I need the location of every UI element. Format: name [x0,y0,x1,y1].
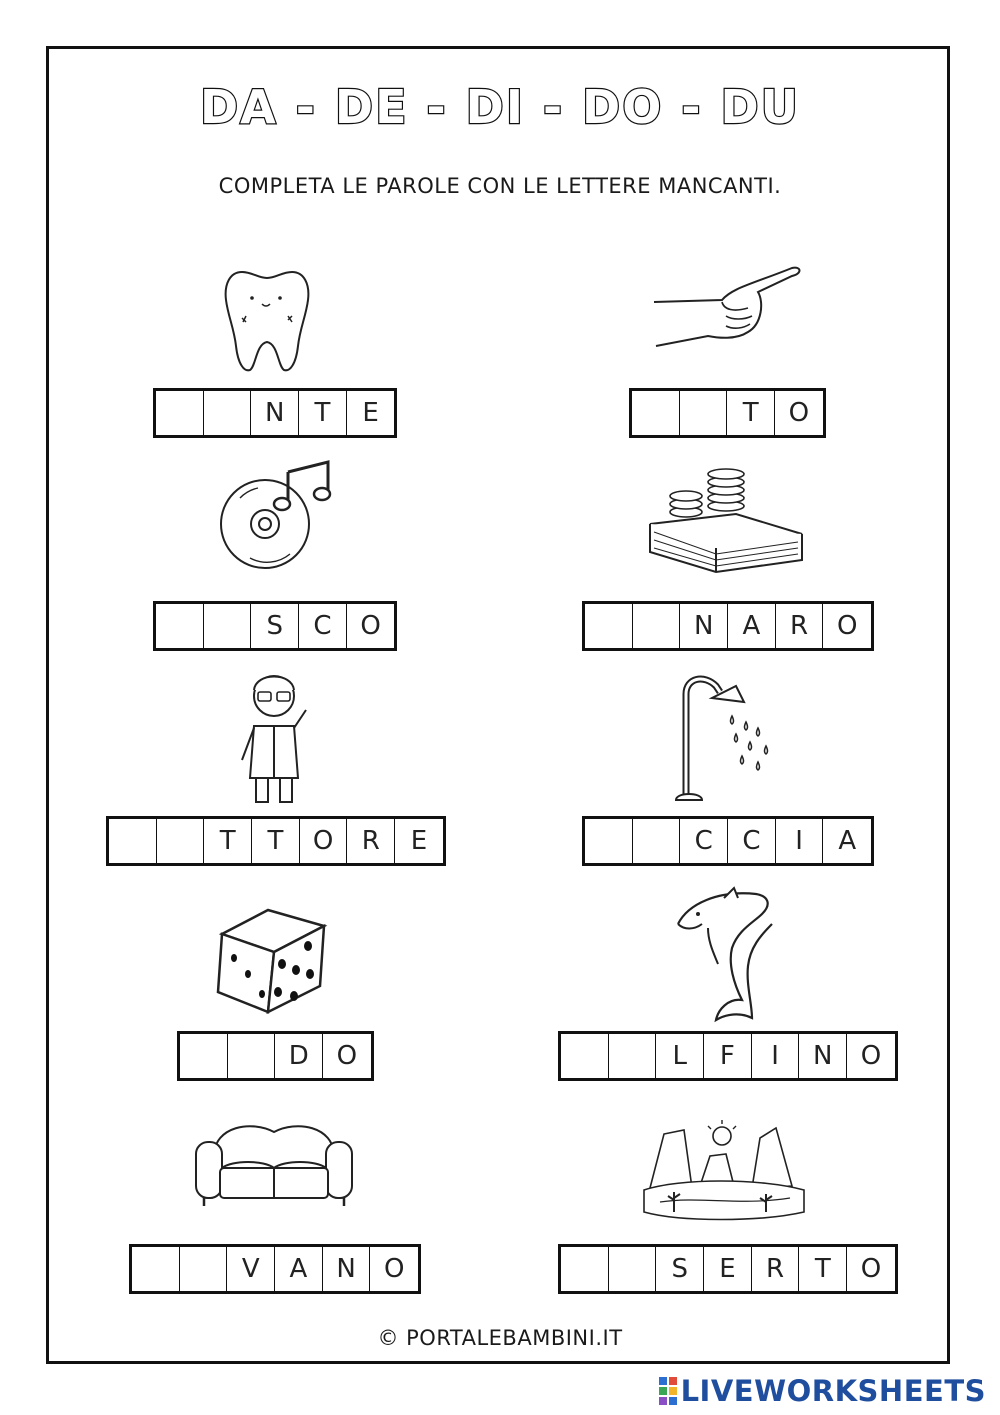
blank-letter-cell[interactable] [561,1247,609,1291]
letter-cell: O [837,611,858,641]
word-box-6 [582,816,874,866]
blank-letter-cell[interactable] [180,1247,228,1291]
tooth-icon [222,266,312,376]
dice-icon [212,906,328,1014]
word-box-10 [558,1244,898,1294]
shower-icon [674,672,784,802]
blank-letter-cell[interactable] [609,1034,657,1078]
letter-cell: C [728,819,776,863]
blank-letter-cell[interactable] [585,819,633,863]
letter-cell: O [336,1041,358,1071]
blank-letter-cell[interactable] [609,1247,657,1291]
word-box-8 [558,1031,898,1081]
sofa-icon [192,1116,356,1208]
desert-icon [640,1116,808,1224]
money-stack-icon [646,462,806,574]
word-box-7 [177,1031,374,1081]
word-box-1 [153,388,397,438]
blank-letter-cell[interactable] [204,604,252,648]
letter-cell: A [728,604,776,648]
brand-logo[interactable] [659,1374,986,1408]
word-box-4 [582,601,874,651]
letter-cell: T [299,391,347,435]
letter-cell: O [788,398,810,428]
letter-cell: N [799,1034,847,1078]
letter-cell: E [362,398,379,428]
word-box-3 [153,601,397,651]
blank-letter-cell[interactable] [228,1034,276,1078]
letter-cell: O [860,1041,882,1071]
blank-letter-cell[interactable] [680,391,728,435]
blank-letter-cell[interactable] [157,819,205,863]
page-title: DA - DE - DI - DO - DU [200,80,800,134]
blank-letter-cell[interactable] [156,391,204,435]
word-box-9 [129,1244,421,1294]
worksheet-border [46,46,950,1364]
letter-cell: S [656,1247,704,1291]
letter-cell: L [656,1034,704,1078]
letter-cell: I [752,1034,800,1078]
letter-cell: I [776,819,824,863]
letter-cell: T [252,819,300,863]
letter-cell: R [752,1247,800,1291]
blank-letter-cell[interactable] [180,1034,228,1078]
letter-cell: T [799,1247,847,1291]
blank-letter-cell[interactable] [632,391,680,435]
footer-copyright: © PORTALEBAMBINI.IT [377,1326,623,1350]
blank-letter-cell[interactable] [156,604,204,648]
letter-cell: T [204,819,252,863]
blank-letter-cell[interactable] [132,1247,180,1291]
letter-cell: O [384,1254,405,1284]
letter-cell: D [275,1034,323,1078]
blank-letter-cell[interactable] [561,1034,609,1078]
letter-cell: O [300,819,348,863]
letter-cell: C [299,604,347,648]
letter-cell: C [680,819,728,863]
letter-cell: E [410,826,428,856]
blank-letter-cell[interactable] [633,604,681,648]
letter-cell: E [704,1247,752,1291]
letter-cell: N [251,391,299,435]
letter-cell: N [323,1247,371,1291]
letter-cell: O [360,611,381,641]
letter-cell: V [227,1247,275,1291]
music-disc-icon [210,458,340,578]
letter-cell: O [860,1254,882,1284]
blank-letter-cell[interactable] [585,604,633,648]
letter-cell: R [776,604,824,648]
blank-letter-cell[interactable] [109,819,157,863]
word-box-2 [629,388,826,438]
blank-letter-cell[interactable] [204,391,252,435]
liveworksheets-logo-icon [659,1377,677,1405]
pointing-finger-icon [652,262,802,352]
letter-cell: A [838,826,857,856]
dolphin-icon [668,884,778,1024]
doctor-icon [236,668,316,808]
letter-cell: F [704,1034,752,1078]
word-box-5 [106,816,446,866]
letter-cell: R [347,819,395,863]
letter-cell: N [680,604,728,648]
instruction-text: COMPLETA LE PAROLE CON LE LETTERE MANCANTI. [218,174,782,198]
letter-cell: T [727,391,775,435]
brand-text: LIVEWORKSHEETS [680,1374,986,1408]
letter-cell: A [275,1247,323,1291]
letter-cell: S [251,604,299,648]
blank-letter-cell[interactable] [633,819,681,863]
